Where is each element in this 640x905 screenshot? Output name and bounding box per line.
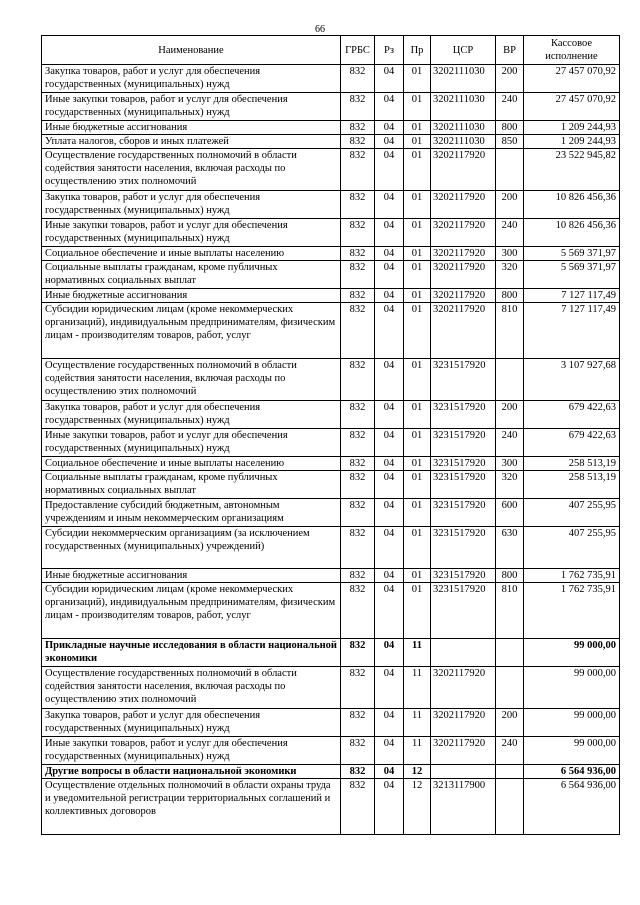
cell-name: Осуществление государственных полномочий в области содействия занятости населения, включая расходы по осуществлению этих полномочий xyxy=(42,359,341,401)
cell-name: Субсидии некоммерческим организациям (за исключением государственных (муниципальных) учреждений) xyxy=(42,527,341,569)
cell-name: Иные бюджетные ассигнования xyxy=(42,121,341,135)
cell-pr: 01 xyxy=(404,359,431,401)
cell-rz: 04 xyxy=(375,667,404,709)
cell-vr: 810 xyxy=(496,583,524,639)
cell-rz: 04 xyxy=(375,765,404,779)
cell-vr: 630 xyxy=(496,527,524,569)
cell-grbs: 832 xyxy=(341,569,375,583)
cell-grbs: 832 xyxy=(341,135,375,149)
cell-grbs: 832 xyxy=(341,247,375,261)
cell-csr: 3202117920 xyxy=(431,149,496,191)
cell-amount: 3 107 927,68 xyxy=(524,359,620,401)
cell-csr: 3202111030 xyxy=(431,65,496,93)
page-number: 66 xyxy=(315,24,325,35)
table-row xyxy=(42,457,620,471)
cell-grbs: 832 xyxy=(341,149,375,191)
table-row xyxy=(42,737,620,765)
cell-rz: 04 xyxy=(375,471,404,499)
cell-name: Осуществление отдельных полномочий в области охраны труда и уведомительной регистрации территориальных соглашений и коллективных договоров xyxy=(42,779,341,835)
cell-csr: 3231517920 xyxy=(431,401,496,429)
cell-csr: 3231517920 xyxy=(431,429,496,457)
cell-name: Социальное обеспечение и иные выплаты населению xyxy=(42,247,341,261)
cell-pr: 01 xyxy=(404,457,431,471)
table-row xyxy=(42,429,620,457)
table-row xyxy=(42,191,620,219)
cell-rz: 04 xyxy=(375,457,404,471)
cell-vr xyxy=(496,779,524,835)
header-grbs: ГРБС xyxy=(341,36,375,65)
cell-name: Социальные выплаты гражданам, кроме публичных нормативных социальных выплат xyxy=(42,261,341,289)
cell-name: Уплата налогов, сборов и иных платежей xyxy=(42,135,341,149)
table-row xyxy=(42,639,620,667)
cell-rz: 04 xyxy=(375,65,404,93)
cell-csr: 3202117920 xyxy=(431,191,496,219)
cell-vr xyxy=(496,359,524,401)
cell-csr: 3202117920 xyxy=(431,667,496,709)
cell-name: Субсидии юридическим лицам (кроме некоммерческих организаций), индивидуальным предпринимателям, физическим лицам - производителям товаров, работ, услуг xyxy=(42,583,341,639)
cell-csr: 3231517920 xyxy=(431,527,496,569)
cell-grbs: 832 xyxy=(341,667,375,709)
header-csr: ЦСР xyxy=(431,36,496,65)
cell-vr: 320 xyxy=(496,261,524,289)
cell-grbs: 832 xyxy=(341,93,375,121)
cell-amount: 5 569 371,97 xyxy=(524,247,620,261)
cell-vr: 240 xyxy=(496,429,524,457)
table-row xyxy=(42,289,620,303)
cell-vr: 810 xyxy=(496,303,524,359)
cell-pr: 12 xyxy=(404,779,431,835)
cell-vr xyxy=(496,765,524,779)
table-row xyxy=(42,65,620,93)
cell-name: Закупка товаров, работ и услуг для обеспечения государственных (муниципальных) нужд xyxy=(42,65,341,93)
cell-amount: 7 127 117,49 xyxy=(524,303,620,359)
cell-name: Иные бюджетные ассигнования xyxy=(42,569,341,583)
cell-amount: 99 000,00 xyxy=(524,667,620,709)
cell-grbs: 832 xyxy=(341,639,375,667)
cell-pr: 11 xyxy=(404,709,431,737)
cell-csr: 3202111030 xyxy=(431,121,496,135)
cell-pr: 01 xyxy=(404,499,431,527)
table-row xyxy=(42,709,620,737)
cell-csr: 3231517920 xyxy=(431,457,496,471)
cell-name: Закупка товаров, работ и услуг для обеспечения государственных (муниципальных) нужд xyxy=(42,191,341,219)
cell-name: Закупка товаров, работ и услуг для обеспечения государственных (муниципальных) нужд xyxy=(42,401,341,429)
cell-pr: 01 xyxy=(404,93,431,121)
table-row xyxy=(42,499,620,527)
cell-pr: 11 xyxy=(404,667,431,709)
cell-csr: 3231517920 xyxy=(431,471,496,499)
cell-amount: 99 000,00 xyxy=(524,639,620,667)
header-name: Наименование xyxy=(42,36,341,65)
cell-amount: 1 209 244,93 xyxy=(524,121,620,135)
cell-amount: 1 762 735,91 xyxy=(524,583,620,639)
cell-csr: 3202117920 xyxy=(431,709,496,737)
cell-csr xyxy=(431,639,496,667)
cell-name: Иные закупки товаров, работ и услуг для обеспечения государственных (муниципальных) нужд xyxy=(42,737,341,765)
cell-amount: 7 127 117,49 xyxy=(524,289,620,303)
cell-vr: 200 xyxy=(496,65,524,93)
cell-name: Субсидии юридическим лицам (кроме некоммерческих организаций), индивидуальным предпринимателям, физическим лицам - производителям товаров, работ, услуг xyxy=(42,303,341,359)
cell-csr: 3231517920 xyxy=(431,583,496,639)
cell-csr: 3202117920 xyxy=(431,219,496,247)
cell-vr xyxy=(496,639,524,667)
cell-vr: 240 xyxy=(496,737,524,765)
cell-grbs: 832 xyxy=(341,709,375,737)
header-amount: Кассовое исполнение xyxy=(524,36,620,65)
cell-rz: 04 xyxy=(375,639,404,667)
header-vr: ВР xyxy=(496,36,524,65)
cell-rz: 04 xyxy=(375,737,404,765)
cell-grbs: 832 xyxy=(341,737,375,765)
cell-amount: 1 209 244,93 xyxy=(524,135,620,149)
cell-amount: 1 762 735,91 xyxy=(524,569,620,583)
cell-amount: 99 000,00 xyxy=(524,709,620,737)
cell-name: Осуществление государственных полномочий в области содействия занятости населения, включая расходы по осуществлению этих полномочий xyxy=(42,149,341,191)
cell-csr: 3213117900 xyxy=(431,779,496,835)
cell-rz: 04 xyxy=(375,219,404,247)
cell-rz: 04 xyxy=(375,359,404,401)
cell-amount: 27 457 070,92 xyxy=(524,65,620,93)
table-row xyxy=(42,765,620,779)
cell-pr: 01 xyxy=(404,149,431,191)
table-row xyxy=(42,527,620,569)
cell-vr: 300 xyxy=(496,247,524,261)
budget-execution-table xyxy=(41,35,620,835)
cell-grbs: 832 xyxy=(341,499,375,527)
cell-rz: 04 xyxy=(375,527,404,569)
cell-rz: 04 xyxy=(375,779,404,835)
cell-grbs: 832 xyxy=(341,583,375,639)
cell-rz: 04 xyxy=(375,261,404,289)
cell-grbs: 832 xyxy=(341,219,375,247)
cell-vr xyxy=(496,149,524,191)
cell-amount: 23 522 945,82 xyxy=(524,149,620,191)
cell-csr: 3231517920 xyxy=(431,499,496,527)
cell-amount: 679 422,63 xyxy=(524,429,620,457)
cell-grbs: 832 xyxy=(341,457,375,471)
cell-grbs: 832 xyxy=(341,765,375,779)
cell-amount: 6 564 936,00 xyxy=(524,779,620,835)
cell-pr: 11 xyxy=(404,639,431,667)
cell-vr: 850 xyxy=(496,135,524,149)
cell-amount: 6 564 936,00 xyxy=(524,765,620,779)
cell-csr: 3202117920 xyxy=(431,289,496,303)
cell-pr: 01 xyxy=(404,569,431,583)
cell-csr: 3202117920 xyxy=(431,261,496,289)
cell-pr: 01 xyxy=(404,289,431,303)
cell-amount: 407 255,95 xyxy=(524,527,620,569)
cell-rz: 04 xyxy=(375,121,404,135)
cell-vr: 800 xyxy=(496,569,524,583)
cell-name: Другие вопросы в области национальной экономики xyxy=(42,765,341,779)
cell-rz: 04 xyxy=(375,191,404,219)
cell-rz: 04 xyxy=(375,429,404,457)
cell-pr: 12 xyxy=(404,765,431,779)
table-row xyxy=(42,121,620,135)
cell-rz: 04 xyxy=(375,303,404,359)
cell-pr: 01 xyxy=(404,247,431,261)
cell-grbs: 832 xyxy=(341,261,375,289)
cell-grbs: 832 xyxy=(341,121,375,135)
cell-csr: 3202111030 xyxy=(431,135,496,149)
table-row xyxy=(42,93,620,121)
cell-csr: 3231517920 xyxy=(431,569,496,583)
cell-pr: 01 xyxy=(404,303,431,359)
cell-rz: 04 xyxy=(375,499,404,527)
cell-vr: 800 xyxy=(496,289,524,303)
header-rz: Рз xyxy=(375,36,404,65)
cell-name: Прикладные научные исследования в области национальной экономики xyxy=(42,639,341,667)
cell-name: Социальное обеспечение и иные выплаты населению xyxy=(42,457,341,471)
cell-grbs: 832 xyxy=(341,65,375,93)
cell-grbs: 832 xyxy=(341,779,375,835)
cell-vr: 300 xyxy=(496,457,524,471)
cell-name: Закупка товаров, работ и услуг для обеспечения государственных (муниципальных) нужд xyxy=(42,709,341,737)
cell-pr: 01 xyxy=(404,527,431,569)
cell-amount: 10 826 456,36 xyxy=(524,219,620,247)
cell-pr: 01 xyxy=(404,65,431,93)
table-row xyxy=(42,219,620,247)
table-row xyxy=(42,471,620,499)
cell-amount: 679 422,63 xyxy=(524,401,620,429)
cell-rz: 04 xyxy=(375,135,404,149)
cell-csr: 3231517920 xyxy=(431,359,496,401)
table-row xyxy=(42,401,620,429)
table-row xyxy=(42,149,620,191)
cell-amount: 407 255,95 xyxy=(524,499,620,527)
cell-grbs: 832 xyxy=(341,359,375,401)
cell-rz: 04 xyxy=(375,569,404,583)
table-row xyxy=(42,135,620,149)
cell-csr: 3202111030 xyxy=(431,93,496,121)
cell-vr xyxy=(496,667,524,709)
cell-grbs: 832 xyxy=(341,191,375,219)
cell-pr: 11 xyxy=(404,737,431,765)
cell-vr: 320 xyxy=(496,471,524,499)
cell-csr: 3202117920 xyxy=(431,303,496,359)
cell-rz: 04 xyxy=(375,149,404,191)
cell-amount: 10 826 456,36 xyxy=(524,191,620,219)
cell-name: Социальные выплаты гражданам, кроме публичных нормативных социальных выплат xyxy=(42,471,341,499)
cell-name: Иные бюджетные ассигнования xyxy=(42,289,341,303)
cell-pr: 01 xyxy=(404,191,431,219)
table-row xyxy=(42,303,620,359)
cell-rz: 04 xyxy=(375,247,404,261)
cell-name: Предоставление субсидий бюджетным, автономным учреждениям и иным некоммерческим организациям xyxy=(42,499,341,527)
cell-name: Иные закупки товаров, работ и услуг для обеспечения государственных (муниципальных) нужд xyxy=(42,219,341,247)
cell-name: Иные закупки товаров, работ и услуг для обеспечения государственных (муниципальных) нужд xyxy=(42,429,341,457)
cell-name: Иные закупки товаров, работ и услуг для обеспечения государственных (муниципальных) нужд xyxy=(42,93,341,121)
header-pr: Пр xyxy=(404,36,431,65)
table-header-row xyxy=(42,36,620,65)
cell-grbs: 832 xyxy=(341,471,375,499)
cell-pr: 01 xyxy=(404,219,431,247)
cell-rz: 04 xyxy=(375,401,404,429)
cell-vr: 200 xyxy=(496,401,524,429)
cell-grbs: 832 xyxy=(341,527,375,569)
cell-pr: 01 xyxy=(404,121,431,135)
table-row xyxy=(42,779,620,835)
cell-csr xyxy=(431,765,496,779)
cell-vr: 200 xyxy=(496,191,524,219)
cell-csr: 3202117920 xyxy=(431,737,496,765)
cell-amount: 258 513,19 xyxy=(524,471,620,499)
cell-vr: 800 xyxy=(496,121,524,135)
cell-pr: 01 xyxy=(404,429,431,457)
cell-rz: 04 xyxy=(375,93,404,121)
cell-grbs: 832 xyxy=(341,289,375,303)
cell-name: Осуществление государственных полномочий в области содействия занятости населения, включая расходы по осуществлению этих полномочий xyxy=(42,667,341,709)
table-row xyxy=(42,247,620,261)
cell-pr: 01 xyxy=(404,135,431,149)
cell-pr: 01 xyxy=(404,583,431,639)
cell-grbs: 832 xyxy=(341,303,375,359)
cell-vr: 600 xyxy=(496,499,524,527)
table-row xyxy=(42,359,620,401)
cell-rz: 04 xyxy=(375,583,404,639)
cell-grbs: 832 xyxy=(341,429,375,457)
table-row xyxy=(42,667,620,709)
cell-vr: 240 xyxy=(496,93,524,121)
cell-pr: 01 xyxy=(404,471,431,499)
table-row xyxy=(42,261,620,289)
cell-rz: 04 xyxy=(375,709,404,737)
cell-amount: 258 513,19 xyxy=(524,457,620,471)
cell-amount: 5 569 371,97 xyxy=(524,261,620,289)
table-row xyxy=(42,569,620,583)
table-row xyxy=(42,583,620,639)
cell-vr: 240 xyxy=(496,219,524,247)
cell-amount: 27 457 070,92 xyxy=(524,93,620,121)
cell-vr: 200 xyxy=(496,709,524,737)
cell-pr: 01 xyxy=(404,401,431,429)
cell-csr: 3202117920 xyxy=(431,247,496,261)
cell-grbs: 832 xyxy=(341,401,375,429)
cell-rz: 04 xyxy=(375,289,404,303)
cell-pr: 01 xyxy=(404,261,431,289)
cell-amount: 99 000,00 xyxy=(524,737,620,765)
